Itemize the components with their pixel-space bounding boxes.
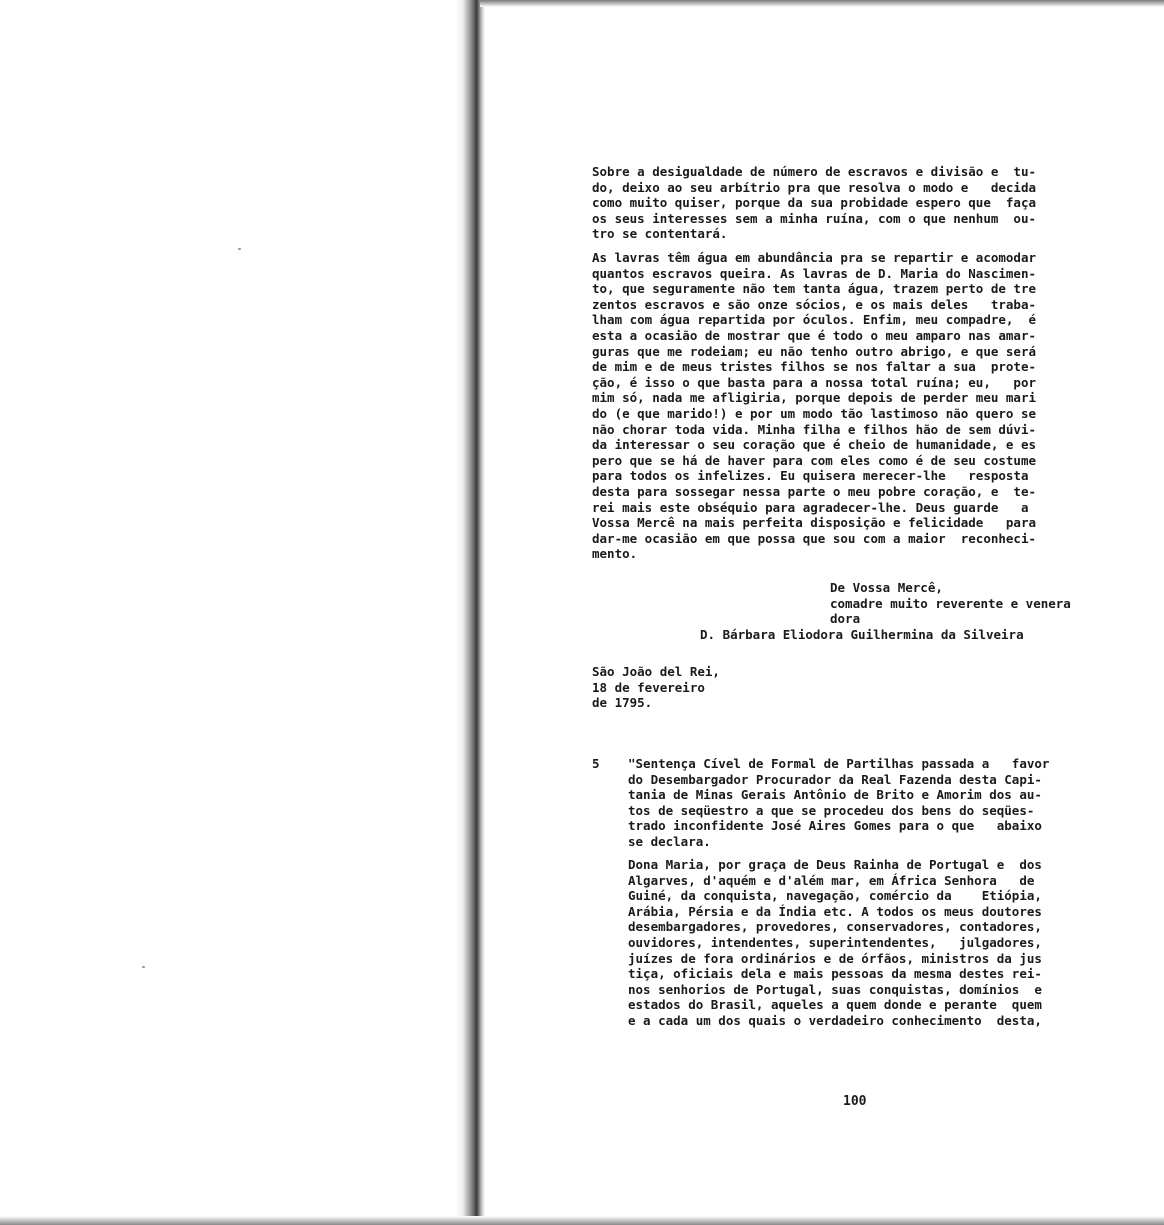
scan-speck <box>142 966 145 968</box>
signer-name: D. Bárbara Eliodora Guilhermina da Silveira <box>700 626 1024 642</box>
text-line: se declara. <box>628 833 711 849</box>
text-line: dar-me ocasião em que possa que sou com a maior reconheci- <box>592 530 1037 546</box>
text-line: tro se contentará. <box>592 226 728 242</box>
text-line: desembargadores, provedores, conservadores, contadores, <box>628 919 1042 935</box>
text-line: Sobre a desigualdade de número de escravos e divisão e tu- <box>592 164 1037 179</box>
letter-paragraph-2 <box>592 250 1112 562</box>
text-line: da interessar o seu coração que é cheio de humanidade, e es <box>592 437 1037 453</box>
text-line: Vossa Mercê na mais perfeita disposição e felicidade para <box>592 515 1037 531</box>
text-line: As lavras têm água em abundância pra se repartir e acomodar <box>592 250 1037 265</box>
text-line: estados do Brasil, aqueles a quem donde e perante quem <box>628 997 1042 1013</box>
place-and-date <box>592 664 720 711</box>
text-line: do, deixo ao seu arbítrio pra que resolva o modo e decida <box>592 179 1037 195</box>
text-line: como muito quiser, porque da sua probidade espero que faça <box>592 195 1037 211</box>
text-line: tiça, oficiais dela e mais pessoas da mesma destes rei- <box>628 966 1042 982</box>
text-line: juízes de fora ordinários e de órfãos, ministros da jus <box>628 950 1042 966</box>
text-line: Guiné, da conquista, navegação, comércio da Etiópia, <box>628 888 1042 904</box>
text-line: pero que se há de haver para com eles como é de seu costume <box>592 452 1037 468</box>
text-line: zentos escravos e são onze sócios, e os mais deles traba- <box>592 296 1037 312</box>
letter-signature <box>700 580 1120 642</box>
text-line: para todos os infelizes. Eu quisera merecer-lhe resposta <box>592 468 1029 484</box>
footnote-number: 5 <box>592 756 600 771</box>
text-line: de mim e de meus tristes filhos se nos faltar a sua prote- <box>592 359 1037 375</box>
text-line: lham com água repartida por óculos. Enfim, meu compadre, é <box>592 312 1037 328</box>
date-line: 18 de fevereiro <box>592 679 705 695</box>
closing-title-continued: dora <box>830 611 861 627</box>
text-line: Arábia, Pérsia e da Índia etc. A todos os meus doutores <box>628 903 1042 919</box>
note-paragraph-1 <box>628 756 1118 850</box>
text-line: ouvidores, intendentes, superintendentes, julgadores, <box>628 934 1042 950</box>
text-line: ção, é isso o que basta para a nossa total ruína; eu, por <box>592 374 1037 390</box>
text-line: rei mais este obséquio para agradecer-lhe. Deus guarde a <box>592 499 1029 515</box>
text-line: e a cada um dos quais o verdadeiro conhecimento desta, <box>628 1012 1042 1028</box>
text-line: mento. <box>592 546 638 562</box>
text-line: mim só, nada me afligiria, porque depois de perder meu mari <box>592 390 1037 406</box>
letter-paragraph-1 <box>592 164 1112 242</box>
closing-title: comadre muito reverente e venera <box>830 595 1071 611</box>
text-line: "Sentença Cível de Formal de Partilhas passada a favor <box>628 756 1050 771</box>
text-line: Algarves, d'aquém e d'além mar, em África Senhora de <box>628 872 1035 888</box>
text-line: não chorar toda vida. Minha filha e filhos hão de sem dúvi- <box>592 421 1037 437</box>
note-paragraph-2 <box>628 857 1118 1029</box>
scan-speck <box>238 248 241 250</box>
year-line: de 1795. <box>592 695 653 711</box>
text-line: to, que seguramente não tem tanta água, trazem perto de tre <box>592 281 1037 297</box>
closing-salutation: De Vossa Mercê, <box>830 580 943 595</box>
text-line: guras que me rodeiam; eu não tenho outro abrigo, e que será <box>592 343 1037 359</box>
text-line: desta para sossegar nessa parte o meu pobre coração, e te- <box>592 483 1037 499</box>
page-bottom-edge <box>0 1216 1164 1225</box>
text-line: nos senhorios de Portugal, suas conquistas, domínios e <box>628 981 1042 997</box>
text-line: do (e que marido!) e por um modo tão lastimoso não quero se <box>592 405 1037 421</box>
book-spine-shadow <box>455 0 485 1225</box>
text-line: esta a ocasião de mostrar que é todo o meu amparo nas amar- <box>592 327 1037 343</box>
text-line: do Desembargador Procurador da Real Fazenda desta Capi- <box>628 771 1042 787</box>
text-line: tos de seqüestro a que se procedeu dos bens do seqües- <box>628 802 1035 818</box>
page-top-edge <box>480 0 1164 7</box>
text-line: trado inconfidente José Aires Gomes para o que abaixo <box>628 818 1042 834</box>
text-line: quantos escravos queira. As lavras de D. Maria do Nascimen- <box>592 265 1037 281</box>
text-line: os seus interesses sem a minha ruína, com o que nenhum ou- <box>592 210 1037 226</box>
text-line: tania de Minas Gerais Antônio de Brito e Amorim dos au- <box>628 787 1042 803</box>
page-number: 100 <box>843 1094 867 1109</box>
place-line: São João del Rei, <box>592 664 720 679</box>
text-line: Dona Maria, por graça de Deus Rainha de Portugal e dos <box>628 857 1042 872</box>
